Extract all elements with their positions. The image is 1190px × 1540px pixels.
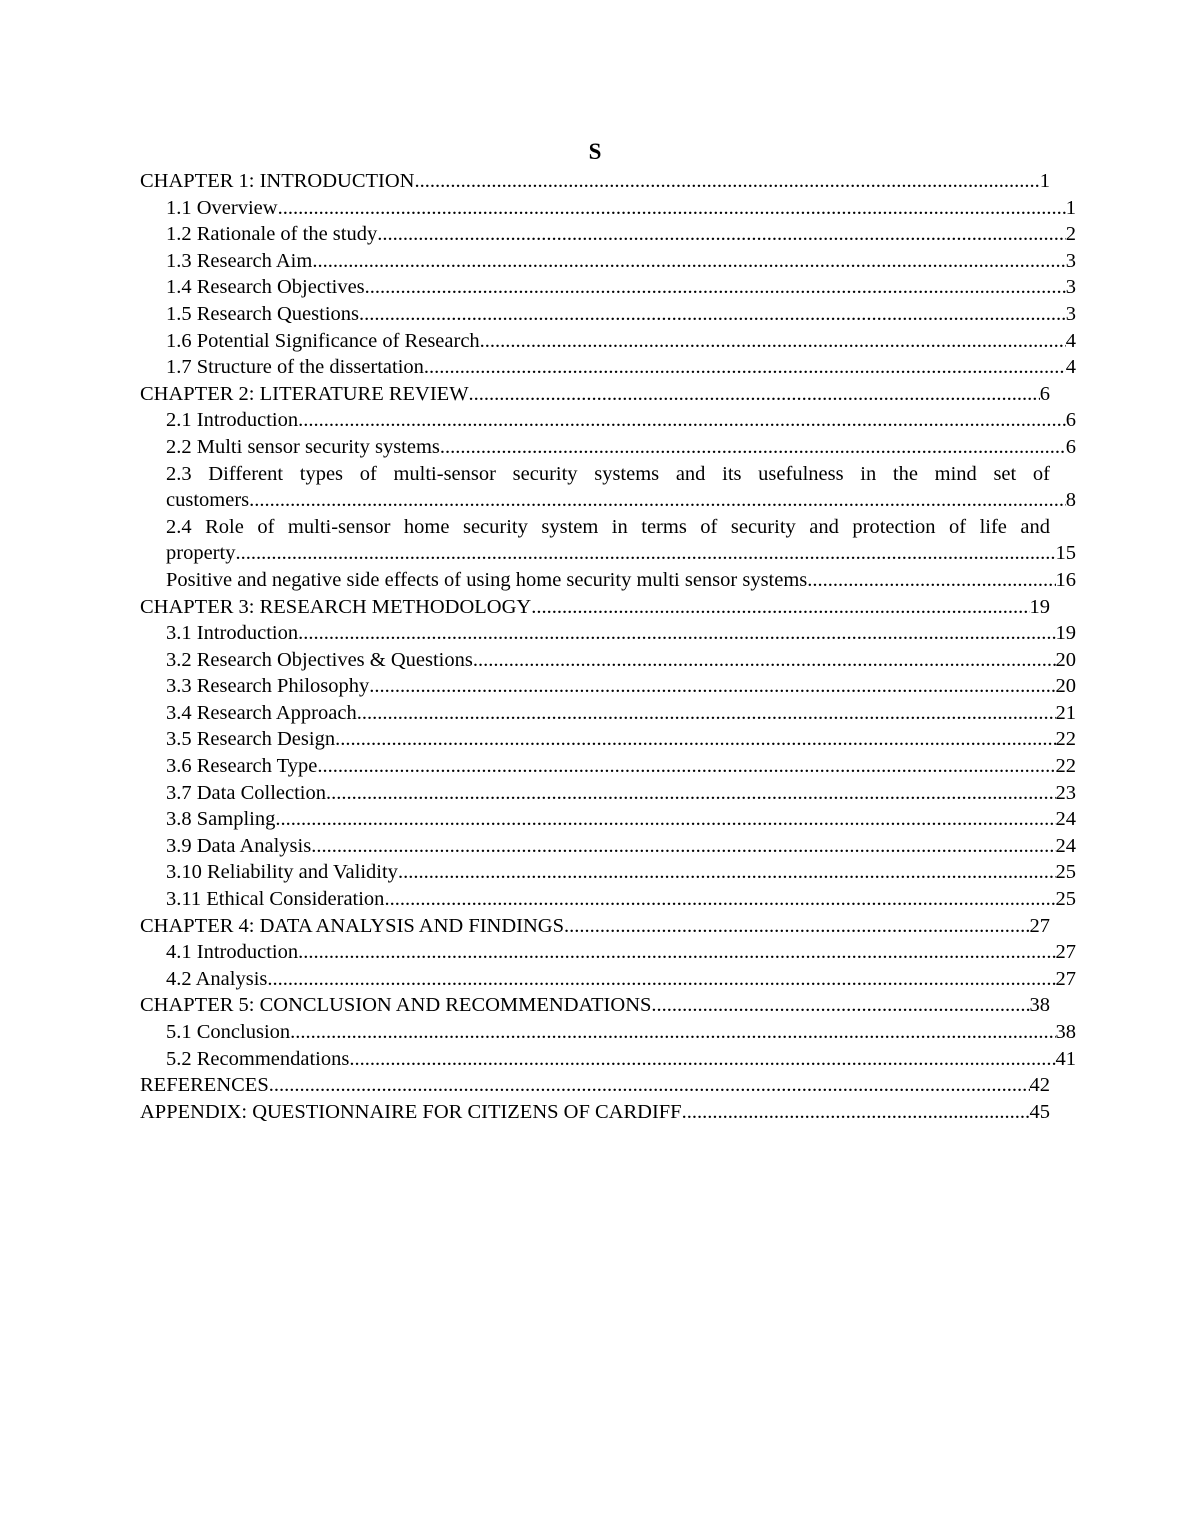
toc-page-number: 24 [1055,808,1076,831]
toc-page-number: 3 [1065,249,1076,272]
toc-entry-label: 2.1 Introduction [166,409,299,432]
toc-dot-leader [414,168,1039,195]
toc-entry[interactable] [140,248,1076,275]
toc-entry-label-line2: customers [166,489,250,512]
toc-entry[interactable] [140,407,1076,434]
toc-entry-label: 3.10 Reliability and Validity [166,861,398,884]
toc-page-number: 25 [1055,861,1076,884]
toc-entry-label: CHAPTER 5: CONCLUSION AND RECOMMENDATIONS [140,994,652,1017]
toc-entry-label: REFERENCES [140,1074,269,1097]
toc-entry-label-line2: property [166,542,236,565]
toc-dot-leader [235,540,1055,567]
toc-entry-label: 2.2 Multi sensor security systems [166,435,440,458]
toc-dot-leader [269,1072,1030,1099]
toc-page-number: 3 [1065,302,1076,325]
toc-entry-continuation [140,487,1076,514]
toc-page-number: 27 [1055,967,1076,990]
toc-entry-continuation [140,540,1076,567]
toc-entry-label: 1.7 Structure of the dissertation [166,356,424,379]
toc-page-number: 15 [1055,542,1076,565]
toc-entry-label: CHAPTER 4: DATA ANALYSIS AND FINDINGS [140,914,565,937]
toc-dot-leader [369,673,1055,700]
toc-page-number: 20 [1055,675,1076,698]
toc-dot-leader [480,328,1066,355]
toc-entry-label: 1.3 Research Aim [166,249,313,272]
toc-entry[interactable] [140,221,1076,248]
toc-dot-leader [317,753,1055,780]
toc-entry-label: 3.3 Research Philosophy [166,675,370,698]
toc-page-number: 19 [1055,622,1076,645]
toc-page-number: 20 [1055,648,1076,671]
toc-dot-leader [564,913,1029,940]
toc-page-number: 23 [1055,781,1076,804]
toc-entry[interactable] [140,514,1076,567]
toc [140,168,1076,1125]
toc-dot-leader [311,833,1055,860]
toc-dot-leader [357,700,1056,727]
page-title: S [588,139,602,164]
toc-dot-leader [651,992,1029,1019]
toc-entry-label: 3.4 Research Approach [166,701,357,724]
toc-dot-leader [312,248,1065,275]
toc-entry[interactable] [140,886,1076,913]
toc-entry-label: 5.1 Conclusion [166,1021,291,1043]
toc-entry-label: 3.8 Sampling [166,808,276,831]
toc-entry[interactable] [140,966,1076,993]
toc-entry[interactable] [140,1072,1050,1099]
toc-entry-label: 4.1 Introduction [166,941,299,964]
toc-page-number: 27 [1055,941,1076,964]
toc-entry[interactable] [140,274,1076,301]
toc-entry[interactable] [140,381,1050,408]
toc-page-number: 16 [1055,568,1076,591]
toc-dot-leader [365,274,1066,301]
toc-entry[interactable] [140,753,1076,780]
toc-dot-leader [473,647,1056,674]
toc-dot-leader [531,594,1029,621]
toc-entry[interactable] [140,620,1076,647]
toc-entry[interactable] [140,328,1076,355]
toc-dot-leader [278,195,1066,222]
toc-entry[interactable] [140,939,1076,966]
toc-entry[interactable] [140,1046,1076,1073]
toc-page-number: 3 [1065,276,1076,299]
toc-dot-leader [290,1019,1055,1046]
toc-page-number: 1 [1039,170,1050,192]
toc-entry-label: CHAPTER 2: LITERATURE REVIEW [140,382,469,405]
toc-entry-label: 4.2 Analysis [166,967,268,990]
toc-dot-leader [275,806,1055,833]
toc-entry-label: 3.7 Data Collection [166,781,326,804]
toc-entry-label: CHAPTER 1: INTRODUCTION [140,170,415,192]
toc-dot-leader [377,221,1066,248]
toc-page-number: 22 [1055,728,1076,751]
toc-page-number: 24 [1055,834,1076,857]
toc-page-number: 22 [1055,755,1076,778]
toc-dot-leader [249,487,1066,514]
toc-entry-label: 1.4 Research Objectives [166,276,365,299]
toc-dot-leader [298,939,1055,966]
toc-entry[interactable] [140,806,1076,833]
toc-entry-label-line1: 2.4 Role of multi-sensor home security system in terms of security and protection of life and [166,515,1050,538]
toc-entry-label: 3.1 Introduction [166,622,299,645]
toc-page-number: 38 [1029,994,1050,1017]
toc-entry[interactable] [140,673,1076,700]
toc-page-number: 2 [1065,223,1076,246]
toc-dot-leader [298,620,1055,647]
toc-dot-leader [359,301,1066,328]
toc-dot-leader [384,886,1055,913]
toc-page-number: 6 [1065,409,1076,432]
toc-entry[interactable] [140,1099,1050,1126]
toc-entry-label: 3.2 Research Objectives & Questions [166,648,473,671]
toc-page-number: 21 [1055,701,1076,724]
toc-entry[interactable] [140,301,1076,328]
toc-page-number: 1 [1065,196,1076,219]
toc-entry-label: 3.9 Data Analysis [166,834,312,857]
toc-page-number: 19 [1029,595,1050,618]
toc-page-number: 27 [1029,914,1050,937]
toc-page-number: 6 [1065,435,1076,458]
toc-entry[interactable] [140,168,1050,195]
toc-dot-leader [398,859,1056,886]
toc-entry-label: 1.5 Research Questions [166,302,359,325]
toc-entry[interactable] [140,780,1076,807]
toc-entry-label: 1.1 Overview [166,196,278,219]
toc-page-number: 4 [1065,356,1076,379]
toc-page-number: 38 [1055,1021,1076,1043]
toc-entry-label: Positive and negative side effects of using home security multi sensor systems [166,568,808,591]
toc-entry-label: 5.2 Recommendations [166,1047,350,1070]
toc-page-number: 25 [1055,888,1076,911]
toc-entry-label: APPENDIX: QUESTIONNAIRE FOR CITIZENS OF CARDIFF [140,1100,682,1123]
toc-entry-label-line1: 2.3 Different types of multi-sensor security systems and its usefulness in the mind set of [166,462,1050,485]
toc-entry[interactable] [140,859,1076,886]
toc-entry[interactable] [140,594,1050,621]
toc-page-number: 42 [1029,1074,1050,1097]
toc-entry[interactable] [140,195,1076,222]
toc-entry[interactable] [140,1019,1076,1046]
toc-dot-leader [469,381,1040,408]
toc-page-number: 6 [1039,382,1050,405]
toc-page-number: 4 [1065,329,1076,352]
toc-dot-leader [807,567,1055,594]
toc-page-number: 41 [1055,1047,1076,1070]
toc-entry[interactable] [140,461,1076,514]
toc-page-number: 45 [1029,1100,1050,1123]
toc-dot-leader [349,1046,1055,1073]
toc-entry[interactable] [140,434,1076,461]
toc-dot-leader [682,1099,1030,1126]
toc-entry[interactable] [140,567,1076,594]
toc-dot-leader [326,780,1056,807]
toc-entry-label: 3.11 Ethical Consideration [166,888,385,911]
toc-entry-label: 1.2 Rationale of the study [166,223,378,246]
toc-dot-leader [335,726,1055,753]
toc-entry[interactable] [140,726,1076,753]
toc-dot-leader [298,407,1066,434]
toc-entry[interactable] [140,647,1076,674]
toc-page-number: 8 [1065,489,1076,512]
toc-entry[interactable] [140,354,1076,381]
toc-entry[interactable] [140,913,1050,940]
toc-entry-label: 3.5 Research Design [166,728,336,751]
toc-dot-leader [424,354,1066,381]
toc-dot-leader [267,966,1055,993]
toc-entry[interactable] [140,833,1076,860]
toc-dot-leader [440,434,1066,461]
toc-entry[interactable] [140,700,1076,727]
toc-entry-label: 1.6 Potential Significance of Research [166,329,480,352]
toc-entry-label: CHAPTER 3: RESEARCH METHODOLOGY [140,595,532,618]
toc-entry-label: 3.6 Research Type [166,755,318,778]
toc-entry[interactable] [140,992,1050,1019]
